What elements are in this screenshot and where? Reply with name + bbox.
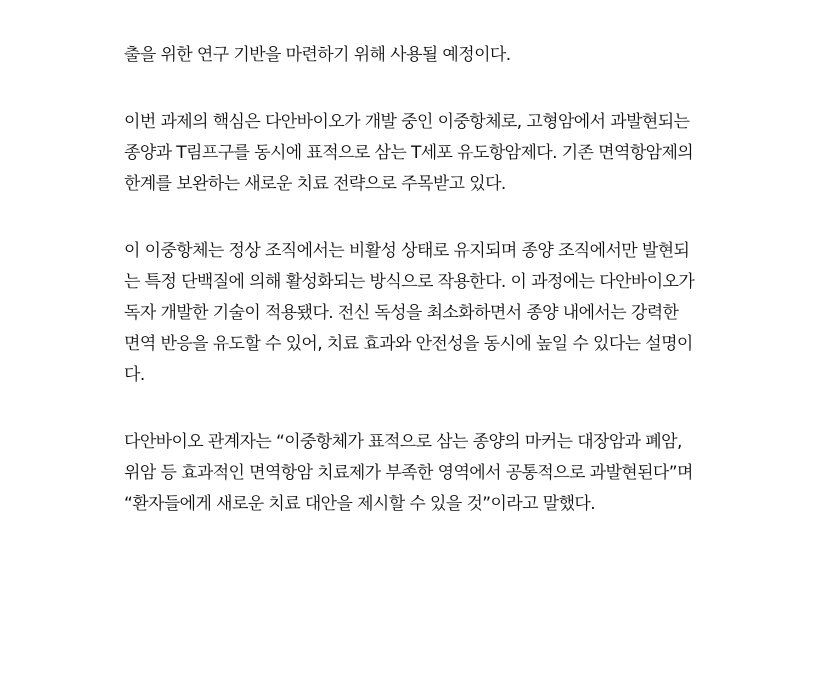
text-line: 독자 개발한 기술이 적용됐다. 전신 독성을 최소화하면서 종양 내에서는 강력한 [124, 303, 679, 323]
paragraph-3 [124, 236, 724, 391]
text-line: 이 이중항체는 정상 조직에서는 비활성 상태로 유지되며 종양 조직에서만 발현되 [124, 241, 690, 261]
text-line: 면역 반응을 유도할 수 있어, 치료 효과와 안전성을 동시에 높일 수 있다는 설명이 [124, 334, 693, 354]
text-line: 위암 등 효과적인 면역항암 치료제가 부족한 영역에서 공통적으로 과발현된다”며 [124, 463, 693, 483]
paragraph-2 [124, 107, 724, 200]
text-line: 출을 위한 연구 기반을 마련하기 위해 사용될 예정이다. [124, 45, 511, 65]
text-line: 는 특정 단백질에 의해 활성화되는 방식으로 작용한다. 이 과정에는 다안바이오가 [124, 272, 695, 292]
text-line: 한계를 보완하는 새로운 치료 전략으로 주목받고 있다. [124, 174, 506, 194]
text-line: 이번 과제의 핵심은 다안바이오가 개발 중인 이중항체로, 고형암에서 과발현되는 [124, 112, 690, 132]
text-line: 다안바이오 관계자는 “이중항체가 표적으로 삼는 종양의 마커는 대장암과 폐암, [124, 432, 682, 452]
article-body [124, 40, 724, 556]
paragraph-4 [124, 427, 724, 520]
paragraph-1 [124, 40, 724, 71]
text-line: 종양과 T림프구를 동시에 표적으로 삼는 T세포 유도항암제다. 기존 면역항암제의 [124, 143, 694, 163]
text-line: “환자들에게 새로운 치료 대안을 제시할 수 있을 것”이라고 말했다. [124, 494, 596, 514]
text-line: 다. [124, 365, 145, 385]
